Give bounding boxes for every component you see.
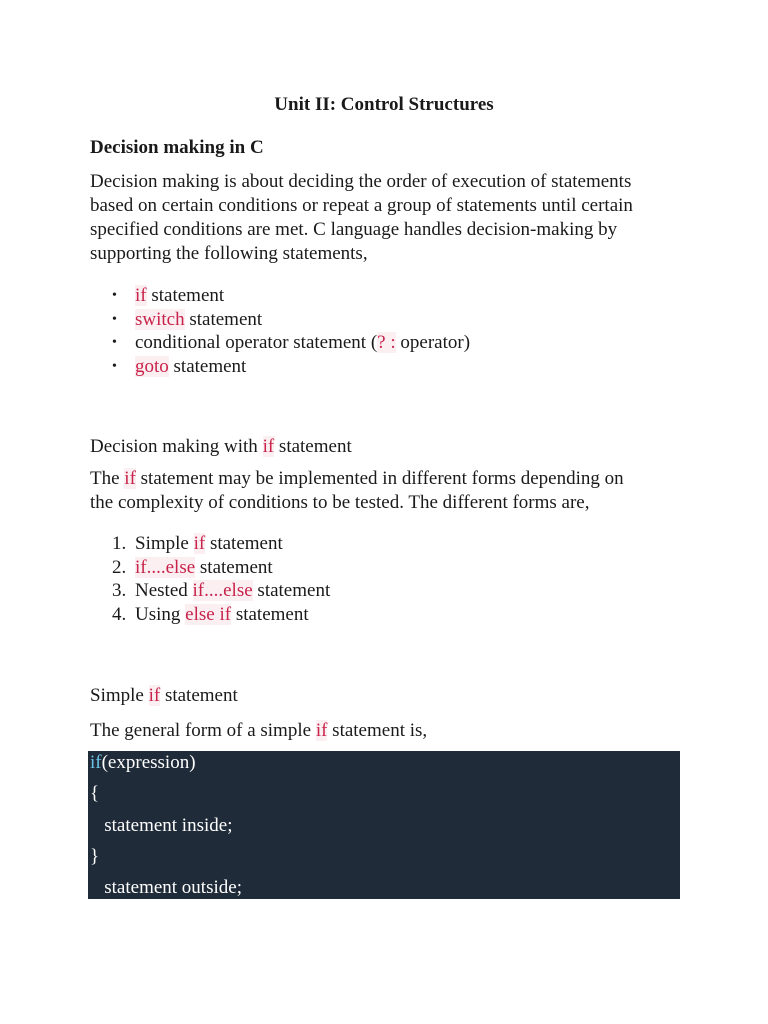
item-text: conditional operator statement ( (135, 332, 378, 354)
simple-if-heading (90, 684, 238, 708)
item-text: statement (252, 580, 331, 602)
keyword: ? : (377, 332, 396, 354)
item-text: Simple (135, 533, 194, 554)
list-item (90, 603, 330, 627)
keyword: else if (185, 603, 232, 625)
bullet-icon: • (112, 311, 117, 327)
para-text: The (90, 468, 125, 489)
list-item (90, 308, 470, 332)
if-paragraph (90, 467, 690, 515)
keyword: if (135, 285, 147, 306)
code-keyword: if (90, 752, 102, 773)
code-line: { (90, 783, 100, 804)
keyword: if (193, 533, 206, 554)
code-block (88, 751, 680, 899)
item-text: statement (168, 355, 247, 377)
keyword: if....else (135, 556, 196, 578)
item-number: 1. (112, 533, 127, 554)
list-item (90, 284, 470, 308)
bullet-icon: • (112, 335, 117, 351)
forms-list (90, 532, 330, 626)
keyword: if (262, 436, 275, 457)
code-line: statement outside; (90, 877, 242, 898)
list-item (90, 532, 330, 556)
intro-line: supporting the following statements, (90, 243, 368, 264)
keyword: switch (135, 308, 185, 330)
page-title: Unit II: Control Structures (274, 94, 494, 115)
heading-text: statement (274, 436, 352, 457)
code-text: (expression) (101, 752, 196, 773)
item-number: 3. (112, 580, 127, 602)
keyword: if (124, 468, 136, 489)
keyword: if....else (192, 580, 253, 602)
item-text: statement (146, 285, 225, 306)
bullet-icon: • (112, 358, 117, 374)
para-text: The general form of a simple (90, 720, 316, 741)
list-item (90, 579, 330, 603)
item-text: statement (231, 603, 309, 625)
if-heading (90, 435, 352, 459)
code-line: statement inside; (90, 815, 233, 836)
heading-text: statement (160, 685, 238, 706)
item-number: 2. (112, 556, 127, 578)
keyword: goto (135, 355, 169, 377)
general-form-text (90, 719, 427, 743)
heading-text: Decision making with (90, 436, 263, 457)
item-text: statement (195, 556, 273, 578)
item-text: operator) (395, 332, 471, 354)
keyword: if (315, 720, 328, 741)
heading-text: Simple (90, 685, 149, 706)
para-text: statement may be implemented in different forms depending on (135, 468, 624, 489)
item-text: Using (135, 603, 186, 625)
item-text: statement (205, 533, 283, 554)
code-line: } (90, 846, 100, 867)
intro-line: specified conditions are met. C language handles decision-making by (90, 219, 618, 240)
code-line (90, 751, 196, 775)
para-line (90, 467, 690, 491)
para-line: the complexity of conditions to be tested. The different forms are, (90, 492, 590, 513)
statement-list (90, 284, 470, 378)
item-text: statement (184, 308, 263, 330)
intro-line: Decision making is about deciding the order of execution of statements (90, 171, 632, 192)
item-text: Nested (135, 580, 193, 602)
list-item (90, 355, 470, 379)
list-item (90, 331, 470, 355)
section-heading: Decision making in C (90, 137, 264, 158)
list-item (90, 556, 330, 580)
intro-line: based on certain conditions or repeat a group of statements until certain (90, 195, 633, 216)
keyword: if (148, 685, 161, 706)
item-number: 4. (112, 603, 127, 625)
bullet-icon: • (112, 288, 117, 303)
para-text: statement is, (327, 720, 428, 741)
intro-paragraph (90, 170, 690, 266)
